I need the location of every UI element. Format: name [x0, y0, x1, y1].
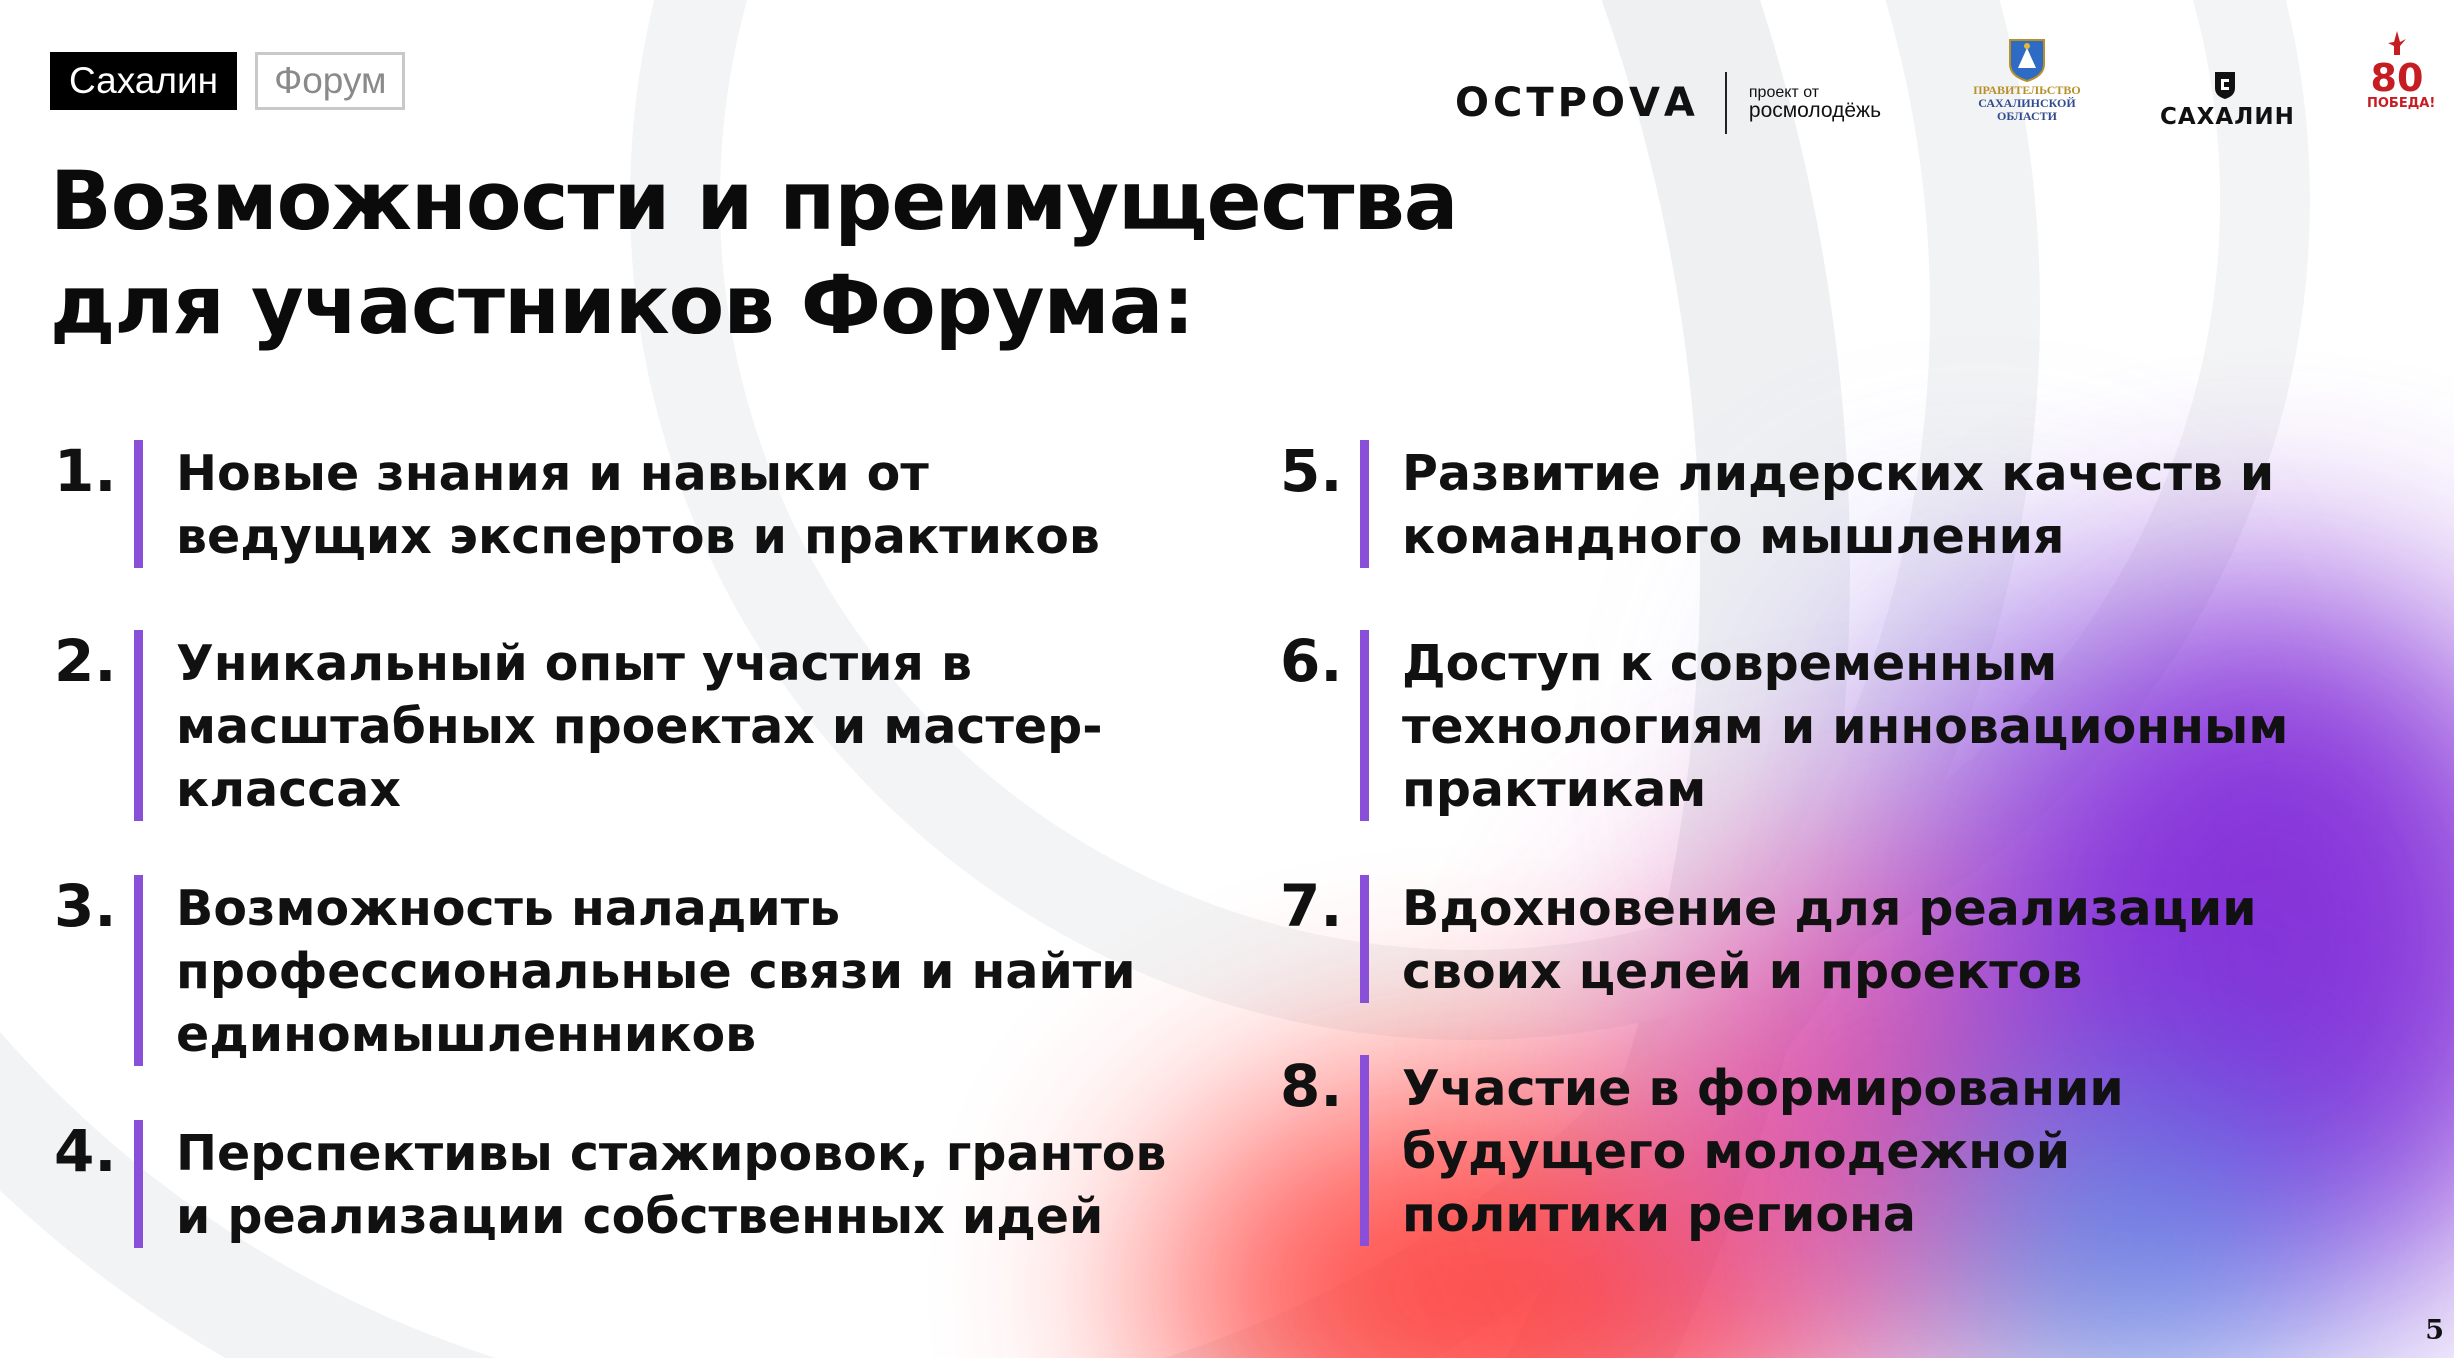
- item-line: Новые знания и навыки от: [176, 445, 929, 502]
- item-line: масштабных проектах и мастер-: [176, 698, 1103, 755]
- item-number: 3.: [54, 872, 117, 940]
- page-title: [50, 150, 1457, 358]
- item-text: [1402, 630, 2288, 821]
- item-line: Участие в формировании: [1402, 1060, 2124, 1117]
- rosmolodezh-caption: [1749, 84, 1881, 122]
- item-line: своих целей и проектов: [1402, 943, 2083, 1000]
- government-caption: [1967, 84, 2087, 123]
- ostrova-logo: [1455, 72, 1881, 134]
- item-line: единомышленников: [176, 1006, 757, 1063]
- benefit-item-8: [1280, 1052, 2124, 1246]
- item-number: 4.: [54, 1117, 117, 1185]
- accent-bar: [1360, 875, 1369, 1003]
- item-line: классах: [176, 761, 401, 818]
- item-number: 6.: [1280, 627, 1343, 695]
- item-number: 7.: [1280, 872, 1343, 940]
- accent-bar: [134, 440, 143, 568]
- item-text: [1402, 1055, 2124, 1246]
- accent-bar: [134, 630, 143, 821]
- accent-bar: [134, 875, 143, 1066]
- benefit-item-3: [54, 872, 1136, 1066]
- item-line: профессиональные связи и найти: [176, 943, 1136, 1000]
- item-line: Уникальный опыт участия в: [176, 635, 972, 692]
- ostrova-wordmark: ОСТРОVА: [1455, 80, 1699, 126]
- government-line2: САХАЛИНСКОЙ: [1978, 96, 2076, 110]
- logo-divider: [1725, 72, 1727, 134]
- item-number: 1.: [54, 437, 117, 505]
- item-line: Перспективы стажировок, грантов: [176, 1125, 1167, 1182]
- item-text: [176, 875, 1136, 1066]
- item-number: 2.: [54, 627, 117, 695]
- benefit-item-4: [54, 1117, 1167, 1248]
- item-text: [176, 440, 1100, 568]
- item-text: [176, 630, 1103, 821]
- page-number: 5: [2425, 1315, 2444, 1346]
- rosmolodezh-line2: росмолодёжь: [1748, 99, 1882, 122]
- sakhalin-wordmark: САХАЛИН: [2160, 104, 2295, 130]
- benefit-item-1: [54, 437, 1100, 568]
- item-line: практикам: [1402, 761, 1707, 818]
- sakhalin-logo: [2160, 70, 2295, 130]
- government-logo: [1967, 38, 2087, 123]
- victory-80-logo: [2367, 30, 2436, 111]
- item-text: [1402, 440, 2274, 568]
- coat-of-arms-icon: [2008, 38, 2046, 82]
- government-line3: ОБЛАСТИ: [1997, 109, 2057, 123]
- tag-sakhalin: Сахалин: [50, 52, 237, 110]
- item-line: и реализации собственных идей: [176, 1188, 1104, 1245]
- victory-word: ПОБЕДА!: [2367, 96, 2436, 111]
- item-line: Развитие лидерских качеств и: [1402, 445, 2275, 502]
- item-line: технологиям и инновационным: [1402, 698, 2289, 755]
- benefit-item-2: [54, 627, 1103, 821]
- benefit-item-7: [1280, 872, 2257, 1003]
- monument-icon: [2386, 30, 2408, 56]
- item-line: будущего молодежной: [1402, 1123, 2071, 1180]
- item-number: 8.: [1280, 1052, 1343, 1120]
- item-text: [1402, 875, 2257, 1003]
- partner-logos: [1455, 30, 2454, 140]
- victory-number: 80: [2370, 56, 2424, 100]
- item-line: Доступ к современным: [1402, 635, 2058, 692]
- item-line: командного мышления: [1402, 508, 2065, 565]
- accent-bar: [134, 1120, 143, 1248]
- government-line1: ПРАВИТЕЛЬСТВО: [1973, 83, 2081, 97]
- benefit-item-6: [1280, 627, 2289, 821]
- item-line: Вдохновение для реализации: [1402, 880, 2257, 937]
- rosmolodezh-line1: проект от: [1748, 84, 1820, 101]
- header-tags: [50, 52, 405, 110]
- item-text: [176, 1120, 1166, 1248]
- title-line1: Возможности и преимущества: [50, 155, 1458, 249]
- item-line: политики региона: [1402, 1186, 1916, 1243]
- sakhalin-emblem-icon: [2212, 70, 2238, 100]
- item-line: Возможность наладить: [176, 880, 841, 937]
- accent-bar: [1360, 630, 1369, 821]
- item-line: ведущих экспертов и практиков: [176, 508, 1100, 565]
- item-number: 5.: [1280, 437, 1343, 505]
- accent-bar: [1360, 1055, 1369, 1246]
- title-line2: для участников Форума:: [50, 259, 1194, 353]
- tag-forum: Форум: [255, 52, 405, 110]
- benefit-item-5: [1280, 437, 2275, 568]
- accent-bar: [1360, 440, 1369, 568]
